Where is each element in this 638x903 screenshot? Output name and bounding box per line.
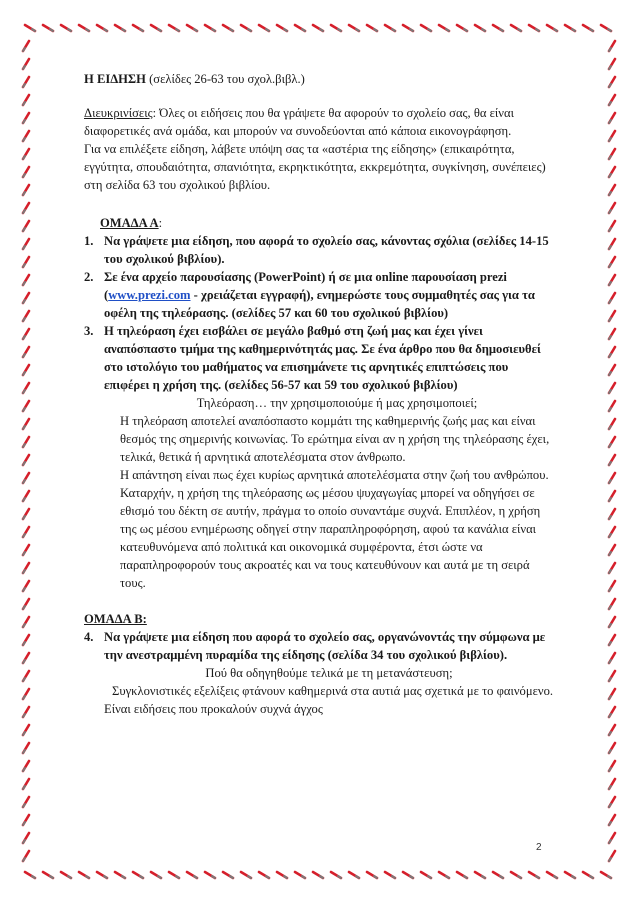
border-ornament: [609, 473, 615, 483]
border-ornament: [609, 257, 615, 267]
migration-article-p1: Συγκλονιστικές εξελίξεις φτάνουν καθημερινά στα αυτιά μας σχετικά με το φαινόμενο. Είναι ειδήσεις που προκαλούν συχνά άγχος: [104, 684, 554, 716]
border-ornament: [313, 872, 323, 878]
border-ornament: [609, 707, 615, 717]
border-ornament: [23, 689, 29, 699]
group-a-list: [84, 232, 554, 394]
list-item: [84, 268, 554, 322]
border-ornament: [223, 25, 233, 31]
border-ornament: [331, 25, 341, 31]
border-ornament: [151, 25, 161, 31]
border-ornament: [609, 833, 615, 843]
border-ornament: [547, 872, 557, 878]
border-ornament: [23, 761, 29, 771]
border-ornament: [609, 437, 615, 447]
border-ornament: [609, 599, 615, 609]
border-ornament: [23, 509, 29, 519]
border-ornament: [609, 509, 615, 519]
border-ornament: [609, 563, 615, 573]
item-text: [104, 268, 554, 322]
border-ornament: [547, 25, 557, 31]
border-ornament: [23, 707, 29, 717]
border-ornament: [609, 401, 615, 411]
border-ornament: [367, 25, 377, 31]
border-ornament: [609, 185, 615, 195]
item-text: Η τηλεόραση έχει εισβάλει σε μεγάλο βαθμό στη ζωή μας και έχει γίνει αναπόσπαστο τμήμα της καθημερινότητάς μας. Σε ένα άρθρο που θα δημοσιευθεί στο ιστολόγιο του μαθήματος να επισημάνετε τις αρνητικές επιπτώσεις που επιφέρει η χρήση της. (σελίδες 56-57 και 59 του σχολικού βιβλίου): [104, 324, 541, 392]
document-title: [84, 70, 554, 88]
item2-post: - χρειάζεται εγγραφή), ενημερώστε τους συμμαθητές σας για τα οφέλη της τηλεόρασης. (σελίδες 57 και 60 του σχολικού βιβλίου): [104, 288, 535, 320]
border-ornament: [609, 743, 615, 753]
border-ornament: [403, 25, 413, 31]
border-ornament: [43, 25, 53, 31]
border-ornament: [421, 25, 431, 31]
border-ornament: [23, 113, 29, 123]
border-ornament: [223, 872, 233, 878]
item-number: 1.: [84, 234, 94, 248]
border-ornament: [609, 383, 615, 393]
border-ornament: [609, 167, 615, 177]
border-ornament: [457, 25, 467, 31]
border-ornament: [601, 872, 611, 878]
border-ornament: [609, 149, 615, 159]
border-ornament: [23, 599, 29, 609]
clarifications-text: : Όλες οι ειδήσεις που θα γράψετε θα αφορούν το σχολείο σας, θα είναι διαφορετικές ανά ομάδα, και μπορούν να συνοδεύονται από κάποια εικονογράφηση.: [84, 106, 514, 138]
border-ornament: [609, 851, 615, 861]
item2-pre: Σε ένα αρχείο παρουσίασης (PowerPoint) ή σε μια online παρουσίαση prezi (: [104, 270, 507, 302]
border-ornament: [61, 872, 71, 878]
border-ornament: [439, 872, 449, 878]
border-ornament: [609, 671, 615, 681]
border-ornament: [23, 149, 29, 159]
tv-article: [100, 394, 554, 592]
tv-article-p1: Η τηλεόραση αποτελεί αναπόσπαστο κομμάτι της καθημερινής ζωής μας και είναι θεσμός της σημερινής κοινωνίας. Το ερώτημα είναι αν η χρήση της τηλεόρασης έχει, τελικά, θετικά ή αρνητικά αποτελέσματα στον άνθρωπο.: [120, 414, 550, 464]
border-ornament: [187, 25, 197, 31]
border-ornament: [609, 617, 615, 627]
border-ornament: [609, 275, 615, 285]
border-ornament: [609, 329, 615, 339]
border-ornament: [609, 635, 615, 645]
border-ornament: [23, 455, 29, 465]
border-ornament: [23, 779, 29, 789]
border-ornament: [529, 25, 539, 31]
border-ornament: [609, 761, 615, 771]
border-ornament: [23, 59, 29, 69]
border-ornament: [475, 25, 485, 31]
group-b-list: [84, 628, 554, 664]
border-ornament: [23, 239, 29, 249]
border-ornament: [205, 872, 215, 878]
border-ornament: [609, 41, 615, 51]
border-ornament: [43, 872, 53, 878]
border-ornament: [609, 725, 615, 735]
prezi-link[interactable]: www.prezi.com: [108, 288, 191, 302]
border-ornament: [313, 25, 323, 31]
border-ornament: [609, 689, 615, 699]
item-number: 4.: [84, 630, 94, 644]
border-ornament: [133, 25, 143, 31]
border-ornament: [511, 872, 521, 878]
border-ornament: [23, 725, 29, 735]
border-ornament: [367, 872, 377, 878]
border-ornament: [23, 833, 29, 843]
border-ornament: [79, 872, 89, 878]
border-ornament: [23, 635, 29, 645]
border-ornament: [609, 95, 615, 105]
border-ornament: [565, 25, 575, 31]
border-ornament: [23, 95, 29, 105]
border-ornament: [23, 851, 29, 861]
border-ornament: [133, 872, 143, 878]
border-ornament: [23, 311, 29, 321]
border-ornament: [349, 25, 359, 31]
border-ornament: [169, 25, 179, 31]
border-ornament: [609, 653, 615, 663]
border-ornament: [609, 347, 615, 357]
group-b-title: ΟΜΑΔΑ Β:: [84, 612, 147, 626]
border-ornament: [23, 671, 29, 681]
border-ornament: [97, 25, 107, 31]
border-ornament: [61, 25, 71, 31]
border-ornament: [23, 185, 29, 195]
border-ornament: [439, 25, 449, 31]
border-ornament: [421, 872, 431, 878]
title-bold: Η ΕΙΔΗΣΗ: [84, 72, 146, 86]
group-a-colon: :: [158, 216, 163, 230]
group-a-title: ΟΜΑΔΑ Α: [100, 216, 159, 230]
border-ornament: [23, 797, 29, 807]
border-ornament: [151, 872, 161, 878]
border-ornament: [23, 77, 29, 87]
border-ornament: [583, 25, 593, 31]
border-ornament: [23, 275, 29, 285]
border-ornament: [277, 872, 287, 878]
border-ornament: [23, 581, 29, 591]
border-ornament: [609, 491, 615, 501]
group-b-section: [84, 610, 554, 718]
border-ornament: [187, 872, 197, 878]
document-body: [84, 70, 554, 718]
border-ornament: [295, 25, 305, 31]
border-ornament: [601, 25, 611, 31]
border-ornament: [385, 872, 395, 878]
border-ornament: [609, 365, 615, 375]
border-ornament: [403, 872, 413, 878]
migration-article: [84, 664, 554, 718]
border-ornament: [241, 872, 251, 878]
border-ornament: [23, 815, 29, 825]
border-ornament: [609, 527, 615, 537]
border-ornament: [609, 797, 615, 807]
border-ornament: [23, 563, 29, 573]
border-ornament: [609, 239, 615, 249]
border-ornament: [205, 25, 215, 31]
border-ornament: [609, 779, 615, 789]
border-ornament: [115, 872, 125, 878]
border-ornament: [609, 419, 615, 429]
border-ornament: [23, 653, 29, 663]
border-ornament: [23, 41, 29, 51]
title-pages: (σελίδες 26-63 του σχολ.βιβλ.): [145, 72, 305, 86]
tv-article-title: Τηλεόραση… την χρησιμοποιούμε ή μας χρησιμοποιεί;: [196, 396, 478, 410]
group-a-heading: [84, 214, 554, 232]
border-ornament: [609, 815, 615, 825]
border-ornament: [23, 545, 29, 555]
border-ornament: [565, 872, 575, 878]
border-ornament: [23, 365, 29, 375]
border-ornament: [23, 347, 29, 357]
border-ornament: [23, 743, 29, 753]
border-ornament: [23, 167, 29, 177]
border-ornament: [331, 872, 341, 878]
border-ornament: [23, 221, 29, 231]
border-ornament: [23, 401, 29, 411]
item-text: Να γράψετε μια είδηση που αφορά το σχολείο σας, οργανώνοντάς την σύμφωνα με την ανεστραμμένη πυραμίδα της είδησης (σελίδα 34 του σχολικού βιβλίου).: [104, 630, 546, 662]
border-ornament: [609, 77, 615, 87]
border-ornament: [609, 203, 615, 213]
border-ornament: [23, 293, 29, 303]
border-ornament: [609, 131, 615, 141]
border-ornament: [23, 383, 29, 393]
border-ornament: [23, 437, 29, 447]
border-ornament: [609, 59, 615, 69]
page-number: 2: [536, 842, 542, 853]
border-ornament: [529, 872, 539, 878]
list-item: [84, 628, 554, 664]
border-ornament: [609, 545, 615, 555]
group-a-section: [84, 214, 554, 592]
border-ornament: [97, 872, 107, 878]
border-ornament: [23, 491, 29, 501]
border-ornament: [385, 25, 395, 31]
border-ornament: [23, 257, 29, 267]
item-text: Να γράψετε μια είδηση, που αφορά το σχολείο σας, κάνοντας σχόλια (σελίδες 14-15 του σχολικού βιβλίου).: [104, 234, 549, 266]
item-number: 2.: [84, 270, 94, 284]
border-ornament: [115, 25, 125, 31]
border-ornament: [609, 293, 615, 303]
border-ornament: [23, 527, 29, 537]
border-ornament: [609, 221, 615, 231]
border-ornament: [475, 872, 485, 878]
border-ornament: [25, 872, 35, 878]
item-number: 3.: [84, 324, 94, 338]
border-ornament: [609, 455, 615, 465]
border-ornament: [23, 329, 29, 339]
tv-article-p2: Η απάντηση είναι πως έχει κυρίως αρνητικά αποτελέσματα στην ζωή του ανθρώπου. Καταρχήν, η χρήση της τηλεόρασης ως μέσου ψυχαγωγίας μπορεί να οδηγήσει σε εθισμό του δέκτη σε αυτήν, πράγμα το οποίο συναντάμε συχνά. Επιπλέον, η χρήση της ως μέσου ενημέρωσης οδηγεί στην παραπληροφόρηση, αφού τα κανάλια είναι κατευθυνόμενα από πολιτικά και οικονομικά συμφέροντα, έτσι ώστε να παραπληροφορούν τους ακροατές και να τους κατευθύνουν και αυτά με τη σειρά τους.: [120, 468, 549, 590]
border-ornament: [23, 617, 29, 627]
border-ornament: [583, 872, 593, 878]
border-ornament: [295, 872, 305, 878]
border-ornament: [609, 311, 615, 321]
list-item: [84, 322, 554, 394]
border-ornament: [259, 25, 269, 31]
border-ornament: [23, 203, 29, 213]
criteria-paragraph: Για να επιλέξετε είδηση, λάβετε υπόψη σας τα «αστέρια της είδησης» (επικαιρότητα, εγγύτητα, σπουδαιότητα, σπανιότητα, εκρηκτικότητα, εκκρεμότητα, συγκίνηση, συνέπειες) στη σελίδα 63 του σχολικού βιβλίου.: [84, 142, 546, 192]
border-ornament: [277, 25, 287, 31]
border-ornament: [169, 872, 179, 878]
border-ornament: [493, 25, 503, 31]
migration-article-title: Πού θα οδηγηθούμε τελικά με τη μετανάστευση;: [205, 666, 453, 680]
clarifications-label: Διευκρινίσεις: [84, 106, 153, 120]
border-ornament: [511, 25, 521, 31]
border-ornament: [349, 872, 359, 878]
border-ornament: [457, 872, 467, 878]
border-ornament: [609, 581, 615, 591]
border-ornament: [493, 872, 503, 878]
border-ornament: [79, 25, 89, 31]
border-ornament: [23, 473, 29, 483]
clarifications-paragraph: [84, 104, 554, 140]
border-ornament: [23, 419, 29, 429]
border-ornament: [609, 113, 615, 123]
border-ornament: [241, 25, 251, 31]
border-ornament: [23, 131, 29, 141]
border-ornament: [25, 25, 35, 31]
list-item: [84, 232, 554, 268]
border-ornament: [259, 872, 269, 878]
